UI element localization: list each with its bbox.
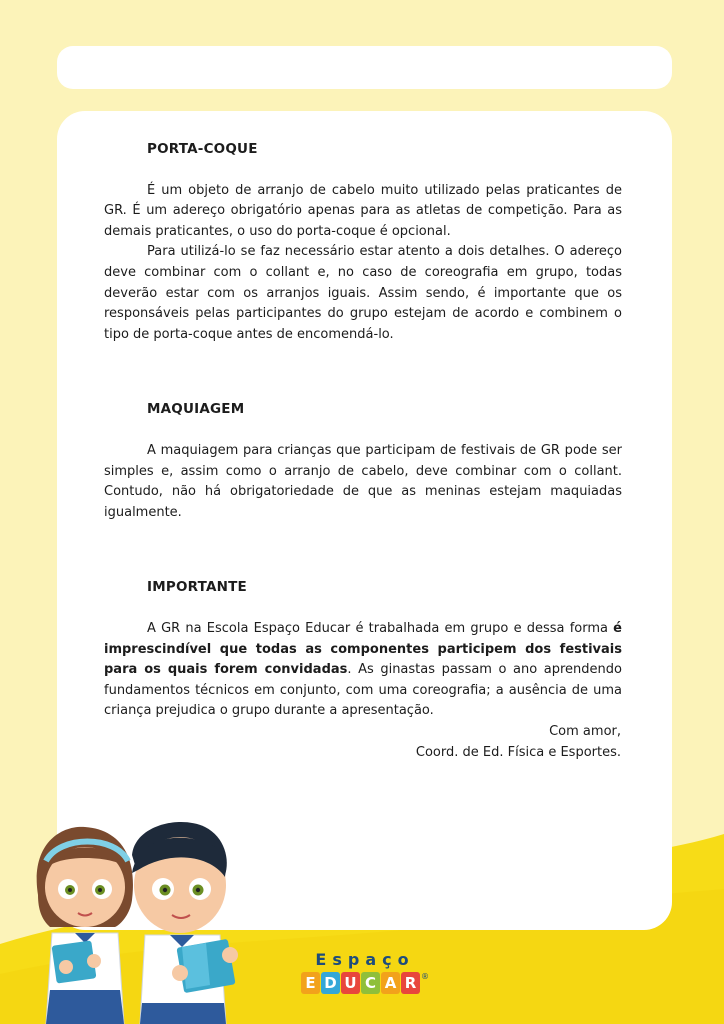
signature-line-2: Coord. de Ed. Física e Esportes.: [415, 744, 621, 760]
logo-letter: A: [381, 972, 400, 994]
boy-figure: [132, 822, 238, 1024]
registered-mark: ®: [421, 972, 429, 981]
emphasis-text: é imprescindível que todas as componentes participem dos festivais para os quais forem convidadas: [104, 620, 622, 678]
paragraph: É um objeto de arranjo de cabelo muito utilizado pelas praticantes de GR. É um adereço obrigatório apenas para as atletas de competição. Para as demais praticantes, o uso do porta-coque é opcional.: [104, 182, 622, 239]
header-bar: [57, 46, 672, 89]
logo-letter: E: [301, 972, 320, 994]
logo-top-word: Espaço: [315, 950, 415, 969]
paragraph: A maquiagem para crianças que participam de festivais de GR pode ser simples e, assim como o arranjo de cabelo, deve combinar com o collant. Contudo, não há obrigatoriedade de que as meninas estejam maquiadas igualmente.: [104, 442, 622, 520]
section-heading-maquiagem: MAQUIAGEM: [147, 401, 245, 418]
paragraph-text: . As ginastas passam o ano aprendendo fundamentos técnicos em conjunto, com uma coreografia; a ausência de uma criança prejudica o grupo durante a apresentação.: [104, 662, 622, 719]
girl-figure: [37, 827, 133, 1024]
logo-letters: [300, 972, 430, 994]
paragraph: [104, 619, 622, 722]
document-body: [104, 132, 622, 722]
espaco-educar-logo: [300, 950, 430, 994]
logo-letter: R: [401, 972, 420, 994]
logo-letter: C: [361, 972, 380, 994]
children-reading-illustration: [20, 815, 250, 1024]
signature: [416, 722, 621, 763]
paragraph: Para utilizá-lo se faz necessário estar atento a dois detalhes. O adereço deve combinar com o collant e, no caso de coreografia em grupo, todas deverão estar com os arranjos iguais. Assim sendo, é importante que os responsáveis pelas participantes do grupo estejam de acordo e combinem o tipo de porta-coque antes de encomendá-lo.: [104, 244, 622, 342]
section-heading-porta-coque: PORTA-COQUE: [147, 141, 258, 157]
paragraph-text: A GR na Escola Espaço Educar é trabalhada em grupo e dessa forma: [147, 620, 614, 636]
logo-letter: D: [321, 972, 340, 994]
section-heading-importante: IMPORTANTE: [147, 579, 247, 596]
signature-line-1: Com amor,: [549, 724, 621, 739]
logo-letter: U: [341, 972, 360, 994]
